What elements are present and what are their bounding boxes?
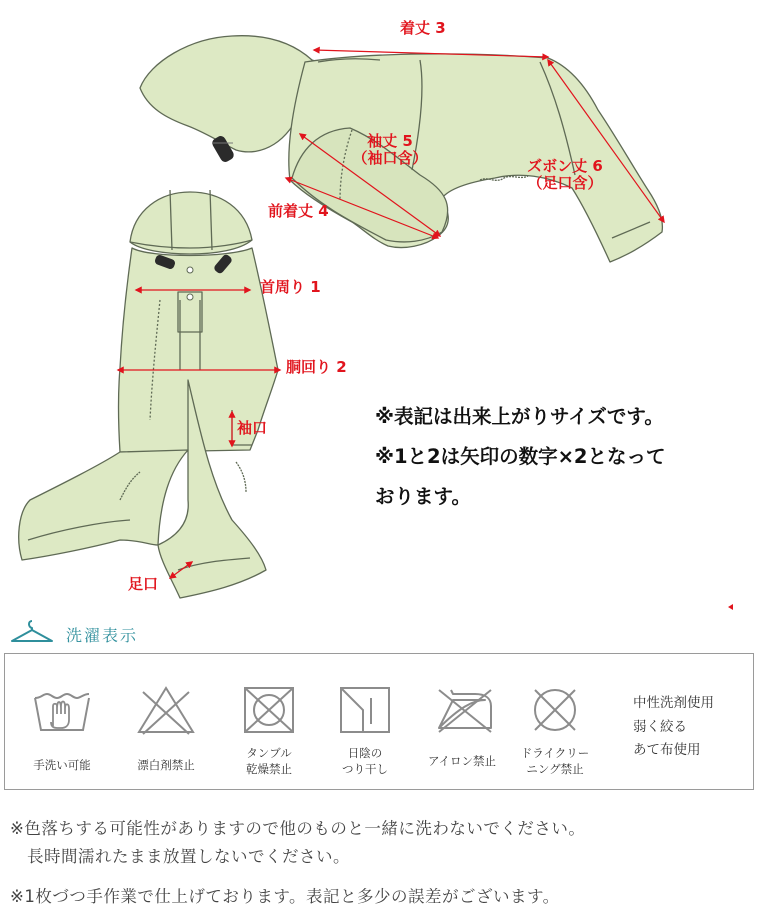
pants-label-line1: ズボン丈 6 <box>527 157 603 175</box>
no-iron-icon <box>429 684 497 736</box>
front-view-garment <box>19 190 278 598</box>
pants-label-line2: （足口含） <box>527 174 603 193</box>
care-note <box>633 692 714 763</box>
size-note-3: おります。 <box>375 485 471 508</box>
care-label-line-dry <box>319 746 411 777</box>
care-note-line3: あて布使用 <box>633 742 701 759</box>
care-label-no-dry-clean-line1: ドライクリー <box>520 746 590 760</box>
care-label-hand-wash: 手洗い可能 <box>33 758 91 772</box>
hand-wash-icon <box>31 684 93 736</box>
care-label-no-bleach: 漂白剤禁止 <box>137 758 195 772</box>
care-note-line1: 中性洗剤使用 <box>633 695 714 711</box>
care-label-line-dry-line1: 日陰の <box>347 746 383 760</box>
length-label: 着丈 3 <box>400 19 446 37</box>
care-label-no-tumble-dry-line1: タンブル <box>246 746 292 760</box>
care-label-no-tumble-dry <box>223 746 315 777</box>
chest-label: 胴回り 2 <box>286 358 347 376</box>
size-note-2: ※1と2は矢印の数字×2となって <box>375 445 666 468</box>
hanger-icon <box>8 617 58 647</box>
care-label-no-iron: アイロン禁止 <box>428 754 496 768</box>
footer-note-3: ※1枚づつ手作業で仕上げております。表記と多少の誤差がございます。 <box>10 887 560 906</box>
pants-label <box>510 158 620 193</box>
sleeve-label-line1: 袖丈 5 <box>367 132 413 150</box>
care-note-line2: 弱く絞る <box>633 718 687 735</box>
size-note-1: ※表記は出来上がりサイズです。 <box>375 405 664 428</box>
care-instructions-box <box>4 653 754 790</box>
care-label-no-dry-clean-line2: ニング禁止 <box>526 761 584 776</box>
no-bleach-icon <box>135 684 197 736</box>
neck-label: 首周り 1 <box>260 278 321 296</box>
sleeve-label <box>340 133 440 168</box>
sleeve-label-line2: （袖口含） <box>352 149 428 168</box>
footer-note-1: ※色落ちする可能性がありますので他のものと一緒に洗わないでください。 <box>10 819 586 838</box>
no-tumble-dry-icon <box>241 684 297 736</box>
line-dry-shade-icon <box>337 684 393 736</box>
care-label-line-dry-line2: つり干し <box>342 761 388 776</box>
care-label-no-tumble-dry-line2: 乾燥禁止 <box>246 761 292 776</box>
footer-note-2: 長時間濡れたまま放置しないでください。 <box>10 847 350 866</box>
care-title: 洗濯表示 <box>66 626 139 645</box>
care-label-no-dry-clean <box>505 746 605 777</box>
small-red-mark <box>728 604 733 610</box>
no-dry-clean-icon <box>527 684 583 736</box>
cuff-label: 袖口 <box>237 419 268 437</box>
front-length-label: 前着丈 4 <box>268 202 329 220</box>
leg-opening-label: 足口 <box>128 575 159 593</box>
